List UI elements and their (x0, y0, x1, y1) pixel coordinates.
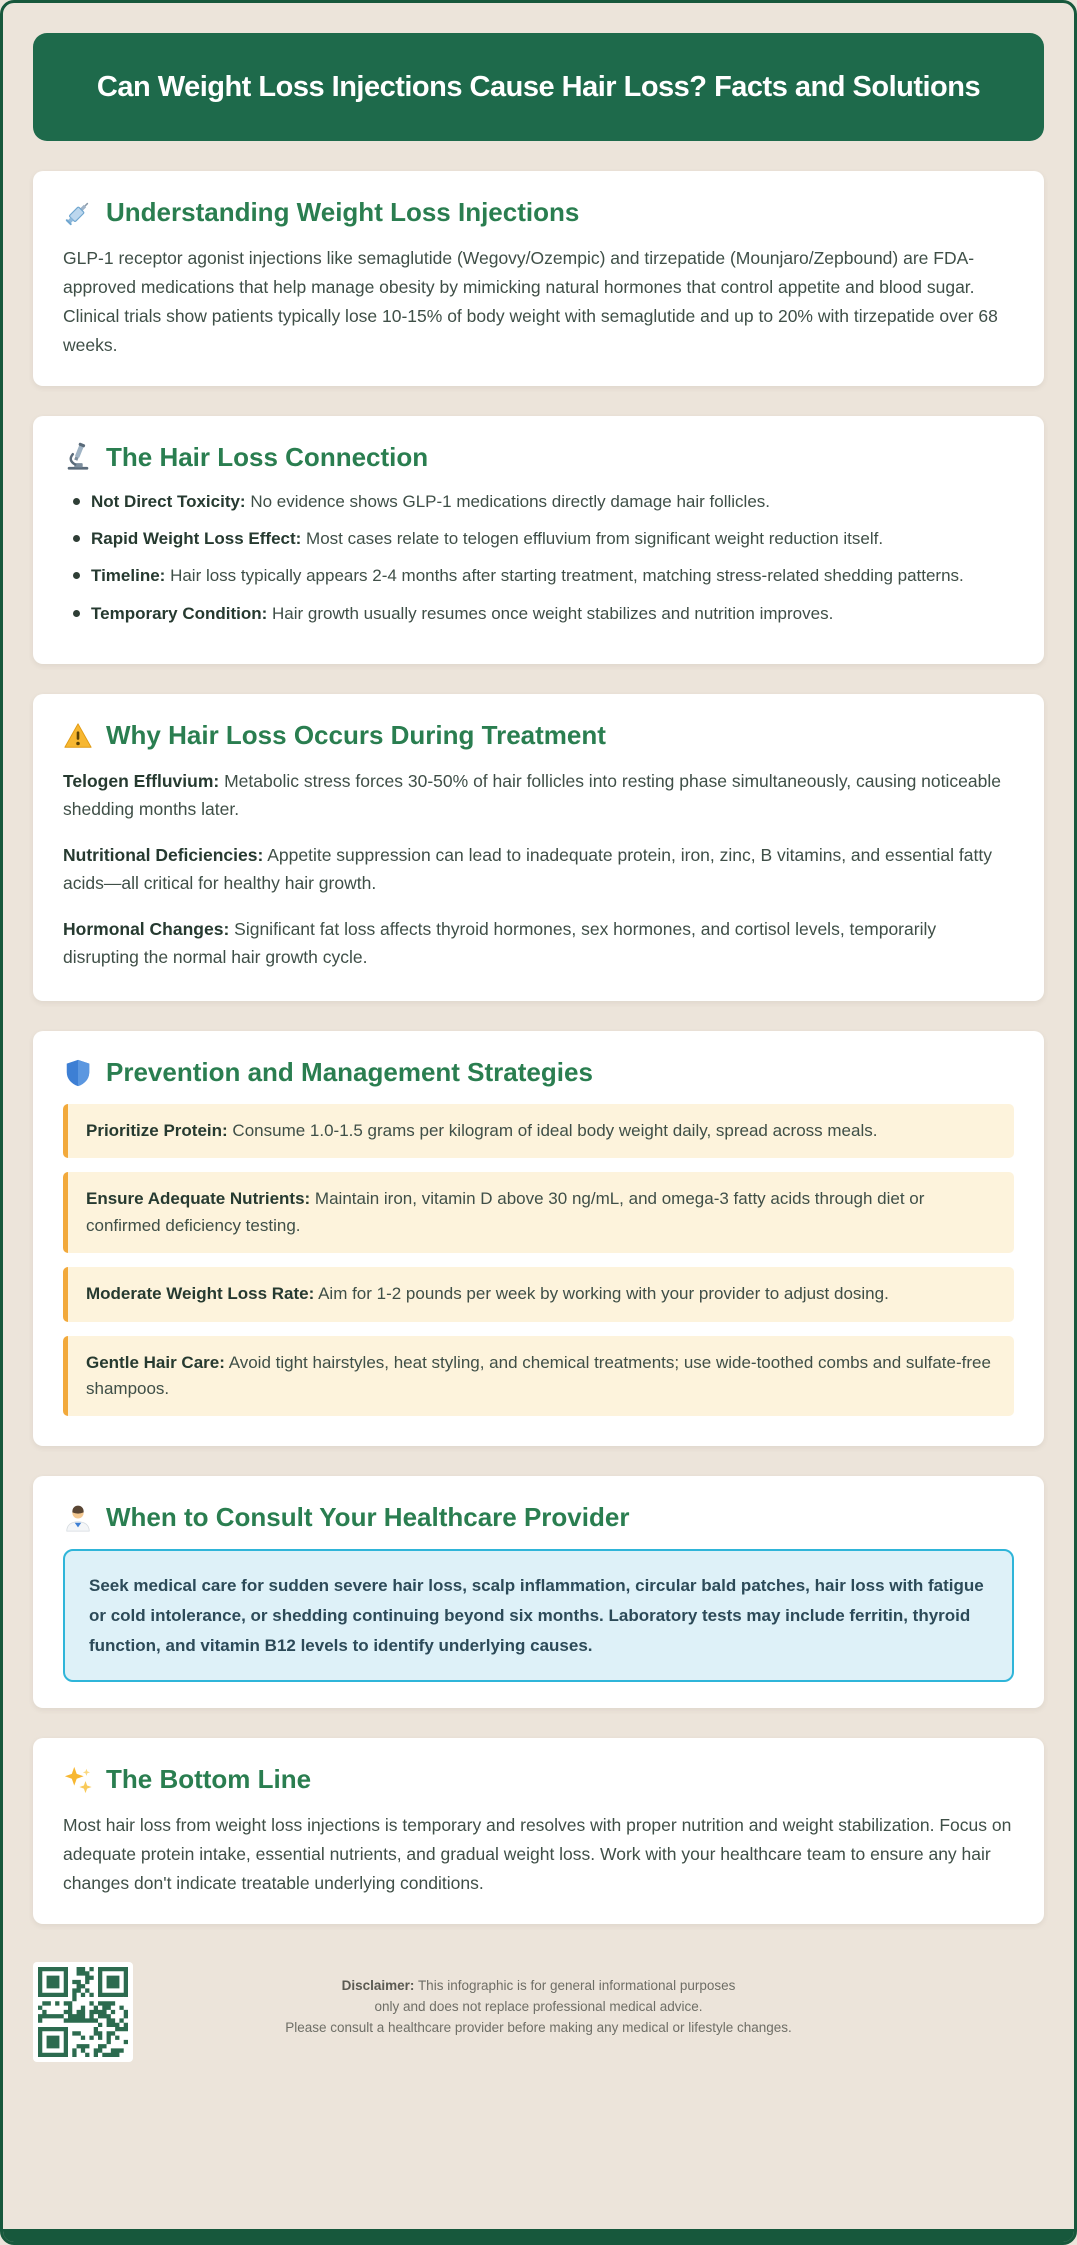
strategy-label: Gentle Hair Care: (86, 1352, 225, 1372)
strategy-text: Avoid tight hairstyles, heat styling, and chemical treatments; use wide-toothed combs and sulfate-free shampoos. (86, 1352, 991, 1398)
strategy-text: Maintain iron, vitamin D above 30 ng/mL, and omega-3 fatty acids through diet or confirmed deficiency testing. (86, 1189, 925, 1235)
header-banner (33, 33, 1044, 141)
section-prevention (33, 1031, 1044, 1446)
syringe-icon (63, 198, 93, 228)
consult-alert: Seek medical care for sudden severe hair loss, scalp inflammation, circular bald patches, hair loss with fatigue or cold intolerance, or shedding continuing beyond six months. Laboratory tests may include ferritin, thyroid function, and vitamin B12 levels to identify underlying causes. (63, 1549, 1014, 1682)
item-text: Most cases relate to telogen effluvium from significant weight reduction itself. (306, 529, 884, 549)
strategy-box (63, 1267, 1014, 1321)
microscope-icon (63, 442, 93, 472)
section-prevention-title: Prevention and Management Strategies (106, 1057, 593, 1088)
paragraph-label: Telogen Effluvium: (63, 771, 220, 792)
paragraph-text: Significant fat loss affects thyroid hormones, sex hormones, and cortisol levels, temporarily disrupting the normal hair growth cycle. (63, 919, 937, 968)
section-why-heading (63, 720, 1014, 751)
strategy-label: Prioritize Protein: (86, 1121, 228, 1141)
paragraph-label: Hormonal Changes: (63, 919, 230, 940)
paragraph-label: Nutritional Deficiencies: (63, 845, 264, 866)
why-paragraph (63, 767, 1014, 823)
section-consult (33, 1476, 1044, 1708)
qr-code (33, 1962, 133, 2062)
section-bottomline-title: The Bottom Line (106, 1764, 312, 1795)
warning-icon (63, 721, 93, 751)
section-consult-heading (63, 1502, 1014, 1533)
item-label: Rapid Weight Loss Effect: (91, 529, 302, 549)
strategy-text: Aim for 1-2 pounds per week by working with your provider to adjust dosing. (318, 1284, 889, 1304)
section-why (33, 694, 1044, 1001)
item-text: No evidence shows GLP-1 medications directly damage hair follicles. (250, 491, 771, 511)
strategy-text: Consume 1.0-1.5 grams per kilogram of ideal body weight daily, spread across meals. (232, 1121, 878, 1141)
disclaimer-line-3: Please consult a healthcare provider before making any medical or lifestyle changes. (285, 2019, 792, 2035)
strategy-label: Ensure Adequate Nutrients: (86, 1189, 311, 1209)
section-prevention-heading (63, 1057, 1014, 1088)
doctor-icon (63, 1503, 93, 1533)
section-bottomline-body: Most hair loss from weight loss injections is temporary and resolves with proper nutrition and weight stabilization. Focus on adequate protein intake, essential nutrients, and gradual weight loss. Work with your healthcare team to ensure any hair changes don't indicate treatable underlying conditions. (63, 1815, 1012, 1894)
connection-item (69, 526, 1014, 552)
page-title: Can Weight Loss Injections Cause Hair Loss? Facts and Solutions (96, 71, 981, 103)
strategy-box (63, 1336, 1014, 1417)
shield-icon (63, 1058, 93, 1088)
strategy-box (63, 1172, 1014, 1253)
connection-item (69, 489, 1014, 515)
item-label: Not Direct Toxicity: (91, 491, 246, 511)
connection-item (69, 563, 1014, 589)
section-understanding-title: Understanding Weight Loss Injections (106, 197, 580, 228)
why-paragraph (63, 915, 1014, 971)
paragraph-text: Metabolic stress forces 30-50% of hair follicles into resting phase simultaneously, causing noticeable shedding months later. (63, 771, 1001, 820)
section-understanding (33, 171, 1044, 386)
connection-list (69, 489, 1014, 627)
strategy-label: Moderate Weight Loss Rate: (86, 1284, 315, 1304)
disclaimer-text-1: This infographic is for general informational purposes (417, 1977, 736, 1993)
section-understanding-body: GLP-1 receptor agonist injections like semaglutide (Wegovy/Ozempic) and tirzepatide (Mounjaro/Zepbound) are FDA-approved medications that help manage obesity by mimicking natural hormones that control appetite and blood sugar. Clinical trials show patients typically lose 10-15% of body weight with semaglutide and up to 20% with tirzepatide over 68 weeks. (63, 248, 998, 355)
sparkles-icon (63, 1765, 93, 1795)
item-label: Temporary Condition: (91, 603, 268, 623)
connection-item (69, 601, 1014, 627)
section-bottomline-heading (63, 1764, 1014, 1795)
disclaimer (285, 1976, 792, 2039)
item-label: Timeline: (91, 566, 166, 586)
disclaimer-line-1 (285, 1976, 792, 1997)
section-why-title: Why Hair Loss Occurs During Treatment (106, 720, 606, 751)
content (3, 3, 1074, 2229)
item-text: Hair growth usually resumes once weight stabilizes and nutrition improves. (272, 603, 834, 623)
section-connection-heading (63, 442, 1014, 473)
section-consult-title: When to Consult Your Healthcare Provider (106, 1502, 630, 1533)
bottom-accent-bar (3, 2229, 1074, 2242)
disclaimer-label: Disclaimer: (341, 1977, 415, 1993)
footer (33, 1954, 1044, 2066)
section-connection (33, 416, 1044, 664)
section-bottomline (33, 1738, 1044, 1924)
why-paragraph (63, 841, 1014, 897)
strategy-box (63, 1104, 1014, 1158)
item-text: Hair loss typically appears 2-4 months after starting treatment, matching stress-related shedding patterns. (170, 566, 964, 586)
section-understanding-heading (63, 197, 1014, 228)
paragraph-text: Appetite suppression can lead to inadequate protein, iron, zinc, B vitamins, and essential fatty acids—all critical for healthy hair growth. (63, 845, 992, 894)
section-connection-title: The Hair Loss Connection (106, 441, 429, 472)
disclaimer-line-2: only and does not replace professional medical advice. (374, 1998, 703, 2014)
